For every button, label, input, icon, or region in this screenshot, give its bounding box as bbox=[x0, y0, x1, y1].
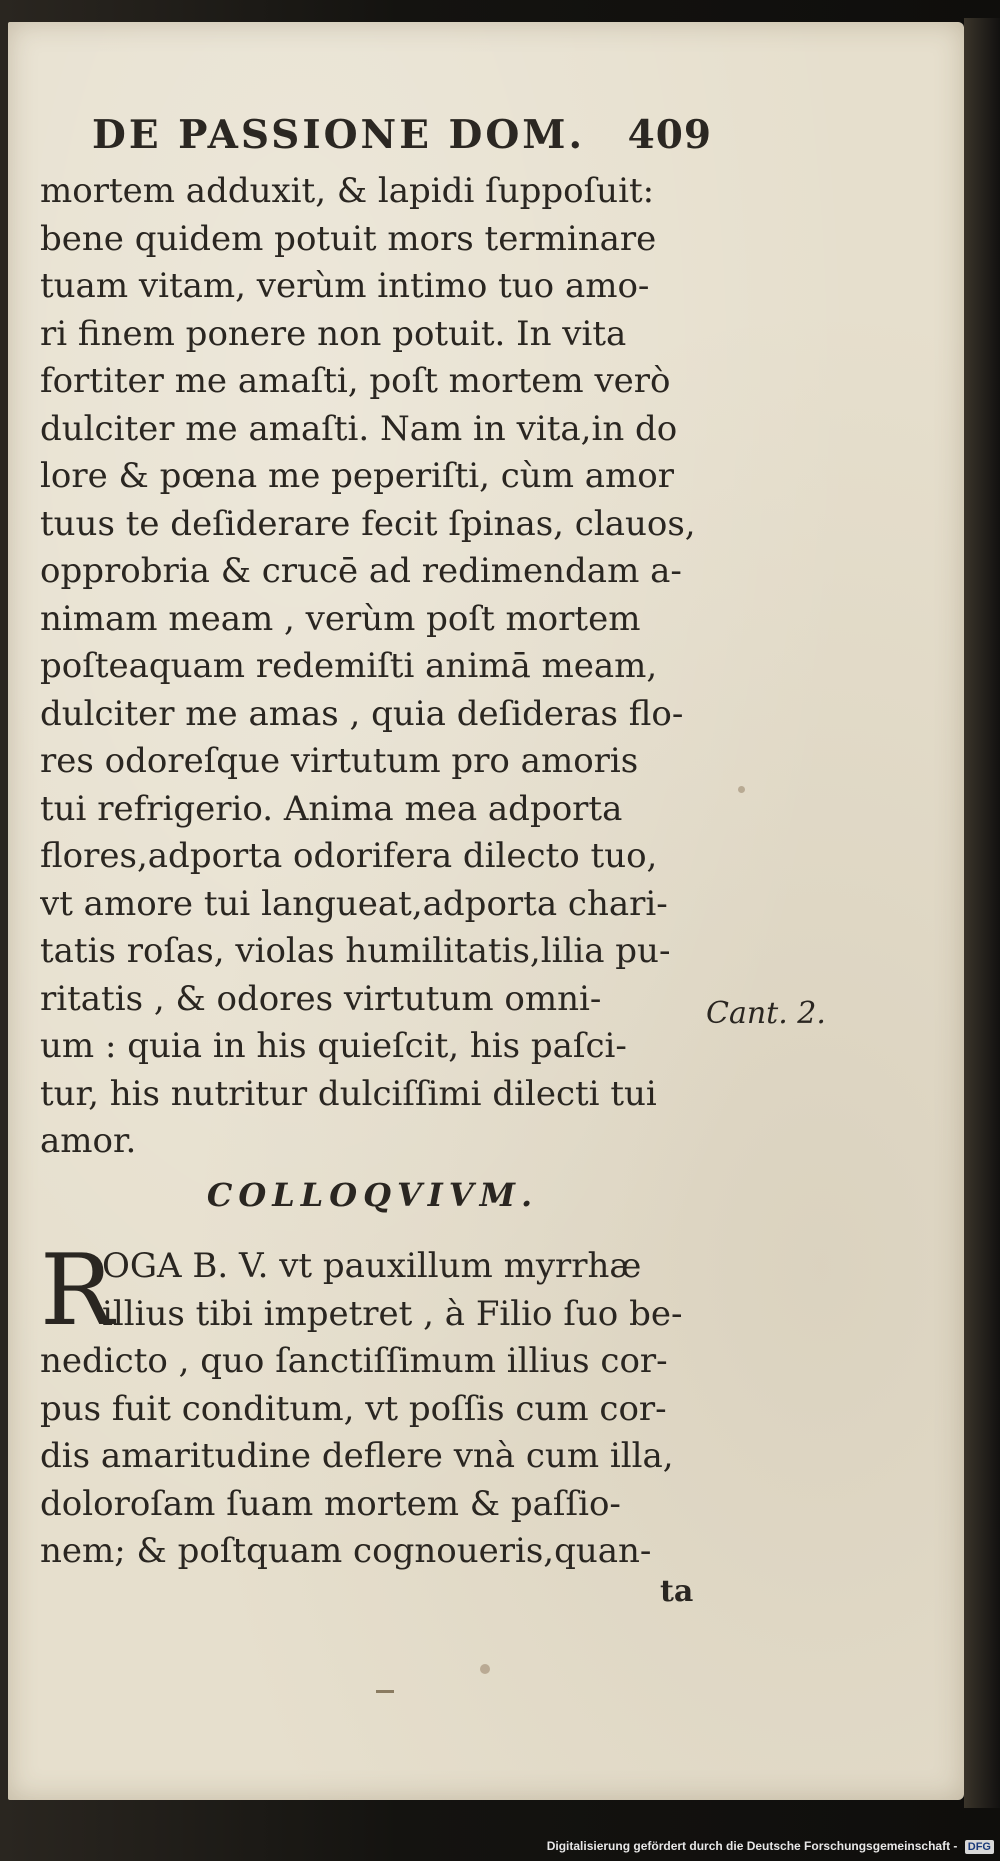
section-heading: COLLOQVIVM. bbox=[206, 1176, 539, 1214]
text-line: dulciter me amas , quia deſideras flo- bbox=[40, 693, 684, 734]
running-head bbox=[92, 112, 712, 162]
text-line: amor. bbox=[40, 1121, 137, 1161]
text-line: tatis roſas, violas humilitatis,lilia pu- bbox=[40, 931, 671, 971]
text-line: OGA B. V. vt pauxillum myrrhæ bbox=[102, 1246, 642, 1286]
text-line: illius tibi impetret , à Filio ſuo be- bbox=[102, 1293, 683, 1334]
text-line: tui refrigerio. Anima mea adporta bbox=[40, 788, 623, 829]
catchword: ta bbox=[660, 1574, 694, 1609]
text-line: opprobria & crucē ad redimendam a- bbox=[40, 551, 682, 591]
text-line: dulciter me amaſti. Nam in vita,in do bbox=[40, 408, 678, 449]
text-line: fortiter me amaſti, poſt mortem verò bbox=[40, 361, 671, 401]
text-line: vt amore tui langueat,adporta chari- bbox=[40, 883, 668, 924]
text-line: lore & pœna me peperiſti, cùm amor bbox=[40, 456, 674, 496]
text-line: nem; & poſtquam cognoueris,quan- bbox=[40, 1531, 652, 1571]
text-line: nedicto , quo ſanctiſſimum illius cor- bbox=[40, 1341, 668, 1381]
text-line: ri finem ponere non potuit. In vita bbox=[40, 313, 627, 354]
text-line: poſteaquam redemiſti animā meam, bbox=[40, 646, 658, 686]
text-line: mortem adduxit, & lapidi ſuppoſuit: bbox=[40, 171, 655, 211]
paper-spot bbox=[738, 786, 745, 793]
text-line: dis amaritudine deflere vnà cum illa, bbox=[40, 1436, 674, 1476]
dfg-logo: DFG bbox=[965, 1840, 994, 1854]
text-line: doloroſam ſuam mortem & paſſio- bbox=[40, 1483, 621, 1524]
body-text bbox=[40, 168, 705, 1166]
credit-text: Digitalisierung gefördert durch die Deutsche Forschungsgemeinschaft - bbox=[546, 1839, 958, 1853]
running-title: DE PASSIONE DOM. bbox=[92, 112, 586, 158]
text-line: ritatis , & odores virtutum omni- bbox=[40, 978, 602, 1019]
paper-spot bbox=[480, 1664, 490, 1674]
text-line: tuus te deſiderare fecit ſpinas, clauos, bbox=[40, 503, 696, 544]
text-line: tur, his nutritur dulciſſimi dilecti tui bbox=[40, 1073, 657, 1114]
text-line: pus fuit conditum, vt poſſis cum cor- bbox=[40, 1388, 667, 1429]
colloquium-text bbox=[40, 1234, 705, 1576]
text-line: tuam vitam, verùm intimo tuo amo- bbox=[40, 266, 650, 306]
page-number: 409 bbox=[627, 112, 712, 158]
margin-reference: Cant. 2. bbox=[706, 996, 826, 1031]
book-edge bbox=[964, 18, 1000, 1808]
digitization-credit bbox=[547, 1839, 994, 1857]
text-line: nimam meam , verùm poſt mortem bbox=[40, 598, 641, 639]
text-line: flores,adporta odorifera dilecto tuo, bbox=[40, 836, 658, 876]
drop-capital: R bbox=[40, 1234, 114, 1348]
text-line: res odoreſque virtutum pro amoris bbox=[40, 741, 639, 781]
text-line: um : quia in his quieſcit, his paſci- bbox=[40, 1026, 627, 1066]
page-mark bbox=[376, 1690, 394, 1693]
text-line: bene quidem potuit mors terminare bbox=[40, 218, 657, 259]
